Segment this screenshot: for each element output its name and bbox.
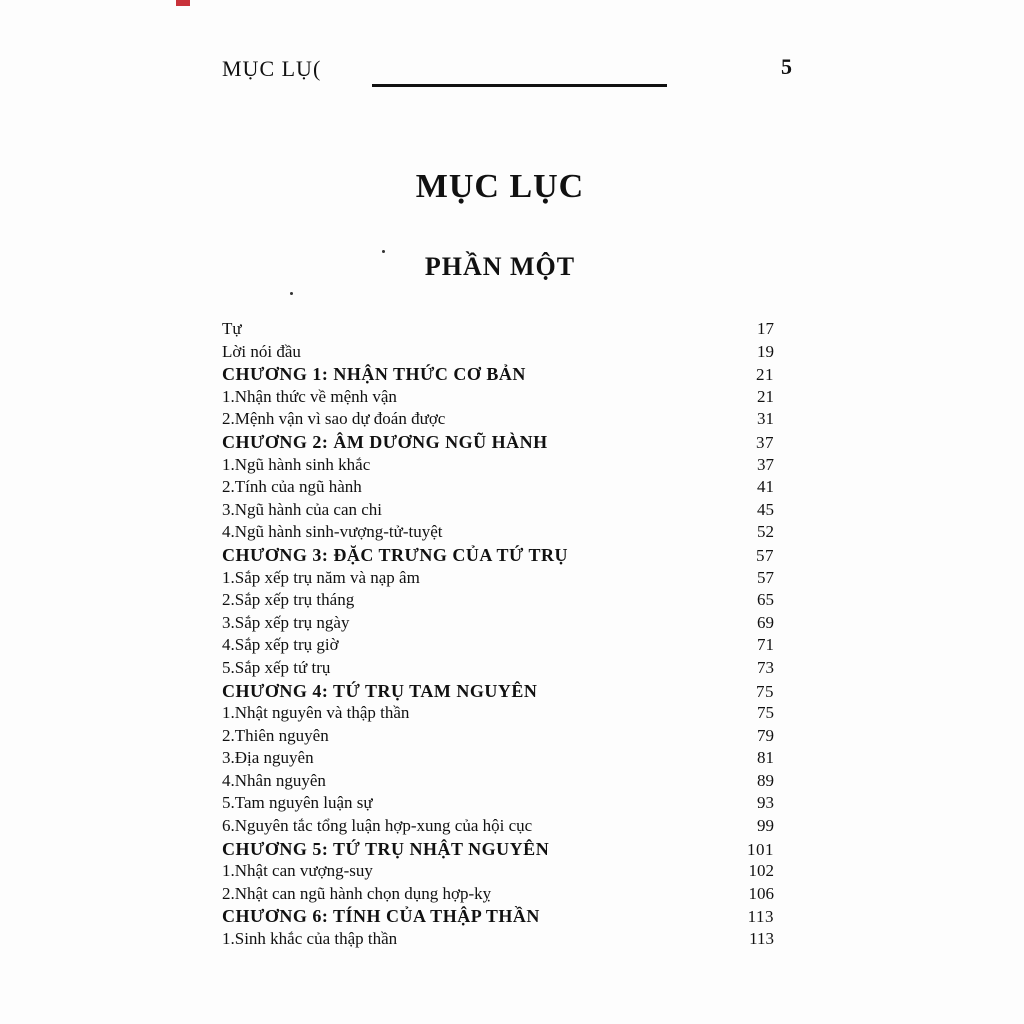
toc-page-number: 31 (757, 409, 774, 429)
toc-page-number: 99 (757, 816, 774, 836)
toc-page-number: 113 (747, 907, 774, 927)
toc-page-number: 37 (757, 454, 774, 474)
toc-entry-row (222, 408, 774, 431)
toc-chapter-row (222, 431, 774, 454)
toc-label: 4.Ngũ hành sinh-vượng-tử-tuyệt (222, 522, 443, 542)
toc-page-number: 57 (757, 567, 774, 587)
ink-speck (290, 292, 293, 295)
toc-page-number: 21 (757, 386, 774, 406)
toc-page-number: 79 (757, 725, 774, 745)
toc-page-number: 37 (756, 432, 774, 452)
toc-page-number: 69 (757, 612, 774, 632)
toc-label: 1.Nhật can vượng-suy (222, 861, 373, 881)
toc-label: 4.Sắp xếp trụ giờ (222, 635, 339, 655)
toc-entry-row (222, 725, 774, 748)
toc-label: 3.Sắp xếp trụ ngày (222, 612, 350, 632)
toc-label: 3.Địa nguyên (222, 748, 314, 768)
toc-label: CHƯƠNG 2: ÂM DƯƠNG NGŨ HÀNH (222, 431, 548, 452)
toc-label: 4.Nhân nguyên (222, 770, 326, 790)
toc-page-number: 71 (757, 635, 774, 655)
toc-page-number: 89 (757, 770, 774, 790)
toc-page-number: 45 (757, 499, 774, 519)
toc-label: 5.Sắp xếp tứ trụ (222, 657, 331, 677)
toc-chapter-row (222, 680, 774, 703)
toc-page-number: 17 (757, 319, 774, 338)
toc-page-number: 65 (757, 590, 774, 610)
toc-label: 2.Sắp xếp trụ tháng (222, 590, 355, 610)
toc-entry-row (222, 883, 774, 906)
toc-page-number: 41 (757, 477, 774, 497)
toc-label: Tự (222, 319, 242, 338)
toc-page-number: 57 (756, 545, 774, 565)
toc-entry-row (222, 928, 774, 951)
toc-label: 1.Nhật nguyên và thập thần (222, 703, 410, 723)
toc-chapter-row (222, 838, 774, 861)
part-title: PHẦN MỘT (424, 252, 576, 281)
toc-entry-row (222, 770, 774, 793)
toc-page-number: 102 (748, 861, 774, 881)
toc-entry-row (222, 476, 774, 499)
toc-label: 2.Thiên nguyên (222, 725, 329, 745)
toc-entry-row (222, 747, 774, 770)
toc-chapter-row (222, 544, 774, 567)
toc-entry-row (222, 792, 774, 815)
toc-label: 3.Ngũ hành của can chi (222, 499, 383, 519)
toc-entry-row (222, 702, 774, 725)
toc-entry-row (222, 634, 774, 657)
toc-label: 1.Sắp xếp trụ năm và nạp âm (222, 567, 420, 587)
toc-label: CHƯƠNG 5: TỨ TRỤ NHẬT NGUYÊN (222, 838, 550, 859)
toc-entry-row (222, 499, 774, 522)
toc-entry-row (222, 815, 774, 838)
toc-page-number: 19 (757, 341, 774, 361)
toc-chapter-row (222, 363, 774, 386)
toc-entry-row (222, 521, 774, 544)
toc-page-number: 101 (747, 839, 774, 859)
toc-entry-row (222, 341, 774, 364)
toc-entry-row (222, 318, 774, 341)
red-edge-mark (176, 0, 190, 6)
toc-page-number: 52 (757, 522, 774, 542)
toc-page-number: 81 (757, 748, 774, 768)
table-of-contents (222, 318, 774, 951)
toc-label: 5.Tam nguyên luận sự (222, 793, 373, 813)
toc-page-number: 93 (757, 793, 774, 813)
toc-label: 2.Tính của ngũ hành (222, 477, 362, 497)
toc-label: CHƯƠNG 4: TỨ TRỤ TAM NGUYÊN (222, 680, 538, 701)
toc-label: 2.Mệnh vận vì sao dự đoán được (222, 409, 446, 429)
toc-entry-row (222, 386, 774, 409)
running-title: MỤC LỤ( (222, 56, 322, 81)
toc-chapter-row (222, 905, 774, 928)
header-rule (372, 84, 667, 87)
toc-page-number: 106 (748, 883, 774, 903)
toc-label: 2.Nhật can ngũ hành chọn dụng hợp-kỵ (222, 883, 492, 903)
toc-label: 6.Nguyên tắc tổng luận hợp-xung của hội cục (222, 816, 533, 836)
toc-page-number: 75 (756, 681, 774, 701)
toc-label: 1.Nhận thức về mệnh vận (222, 386, 397, 406)
toc-label: CHƯƠNG 6: TÍNH CỦA THẬP THẦN (222, 906, 540, 927)
toc-label: CHƯƠNG 3: ĐẶC TRƯNG CỦA TỨ TRỤ (222, 544, 569, 565)
toc-page-number: 21 (756, 365, 774, 385)
running-header (222, 54, 802, 90)
toc-entry-row (222, 567, 774, 590)
page-title: MỤC LỤC (415, 168, 585, 205)
toc-entry-row (222, 657, 774, 680)
toc-entry-row (222, 589, 774, 612)
toc-label: 1.Ngũ hành sinh khắc (222, 454, 371, 474)
toc-label: 1.Sinh khắc của thập thần (222, 929, 398, 949)
ink-speck (382, 250, 385, 253)
running-page-number: 5 (781, 54, 792, 79)
toc-entry-row (222, 454, 774, 477)
toc-label: CHƯƠNG 1: NHẬN THỨC CƠ BẢN (222, 364, 526, 385)
toc-page-number: 75 (757, 703, 774, 723)
toc-entry-row (222, 612, 774, 635)
toc-page-number: 113 (749, 929, 774, 949)
toc-label: Lời nói đầu (222, 341, 301, 361)
toc-entry-row (222, 860, 774, 883)
toc-page-number: 73 (757, 657, 774, 677)
